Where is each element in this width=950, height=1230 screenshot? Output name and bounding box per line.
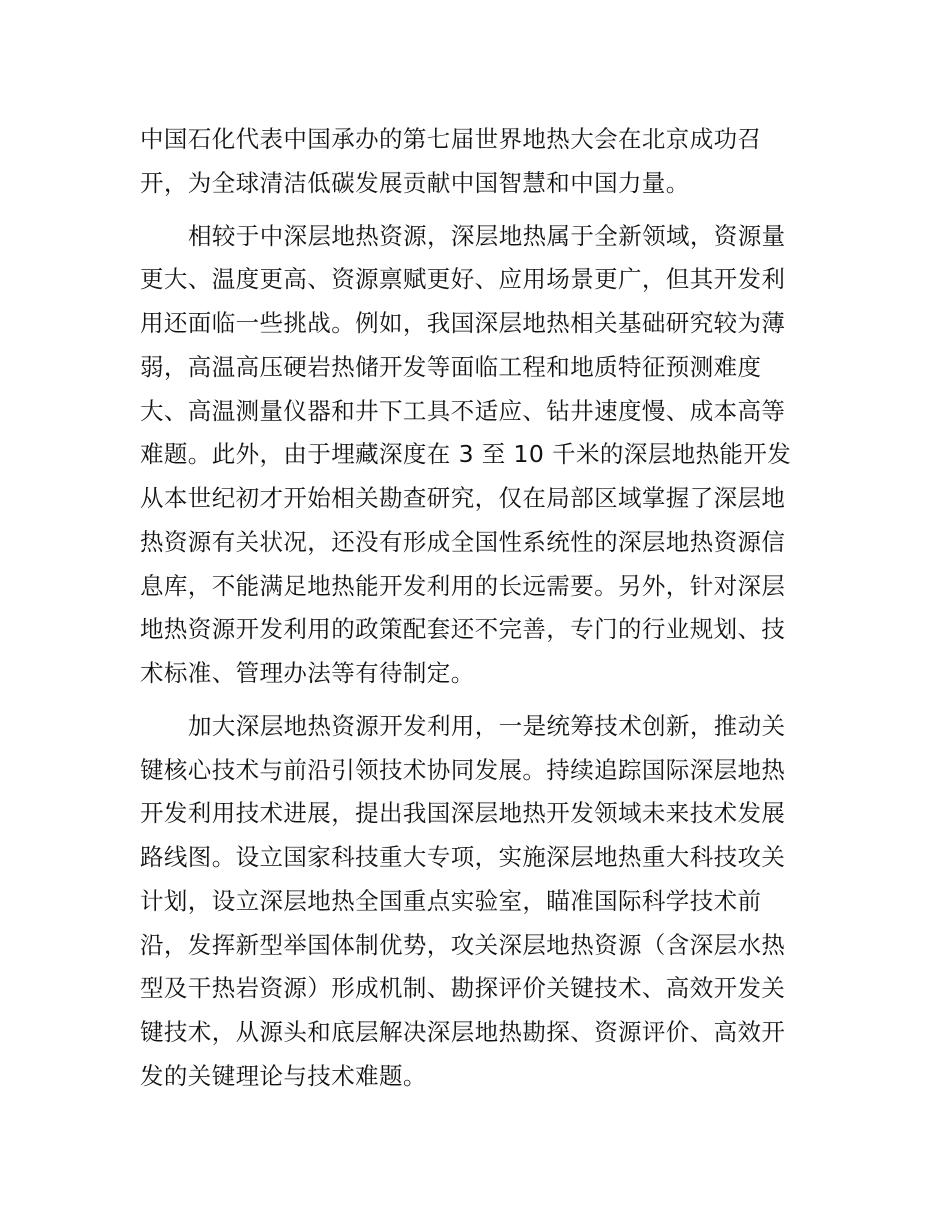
text-line: 术标准、管理办法等有待制定。 [140,659,475,687]
text-line: 计划，设立深层地热全国重点实验室，瞄准国际科学技术前 [140,886,762,915]
text-line: 难题。此外，由于埋藏深度在 3 至 10 千米的深层地热能开发 [140,440,792,469]
text-line: 型及干热岩资源）形成机制、勘探评价关键技术、高效开发关 [140,974,786,1003]
paragraph-2 [140,215,812,696]
paragraph-1 [140,118,812,206]
text-line: 弱，高温高压硬岩热储开发等面临工程和地质特征预测难度 [140,352,762,381]
text-line: 从本世纪初才开始相关勘查研究，仅在局部区域掌握了深层地 [140,484,786,512]
text-line: 相较于中深层地热资源，深层地热属于全新领域，资源量 [188,221,786,250]
text-line: 更大、温度更高、资源禀赋更好、应用场景更广，但其开发利 [140,265,786,294]
text-line: 键技术，从源头和底层解决深层地热勘探、资源评价、高效开 [140,1018,786,1046]
text-line: 大、高温测量仪器和井下工具不适应、钻井速度慢、成本高等 [140,396,786,425]
text-line: 路线图。设立国家科技重大专项，实施深层地热重大科技攻关 [140,843,786,871]
text-line: 息库，不能满足地热能开发利用的长远需要。另外，针对深层 [140,571,786,600]
text-line: 沿，发挥新型举国体制优势，攻关深层地热资源（含深层水热 [140,930,786,959]
document-body [140,118,812,1108]
text-line: 键核心技术与前沿引领技术协同发展。持续追踪国际深层地热 [140,755,786,784]
text-line: 加大深层地热资源开发利用，一是统筹技术创新，推动关 [188,711,786,740]
paragraph-3 [140,705,812,1099]
text-line: 热资源有关状况，还没有形成全国性系统性的深层地热资源信 [140,527,786,556]
text-line: 开发利用技术进展，提出我国深层地热开发领域未来技术发展 [140,799,786,828]
text-line: 开，为全球清洁低碳发展贡献中国智慧和中国力量。 [140,168,690,197]
text-line: 地热资源开发利用的政策配套还不完善，专门的行业规划、技 [140,615,786,644]
text-line: 用还面临一些挑战。例如，我国深层地热相关基础研究较为薄 [140,309,786,337]
text-line: 中国石化代表中国承办的第七届世界地热大会在北京成功召 [140,125,762,153]
text-line: 发的关键理论与技术难题。 [140,1061,427,1090]
